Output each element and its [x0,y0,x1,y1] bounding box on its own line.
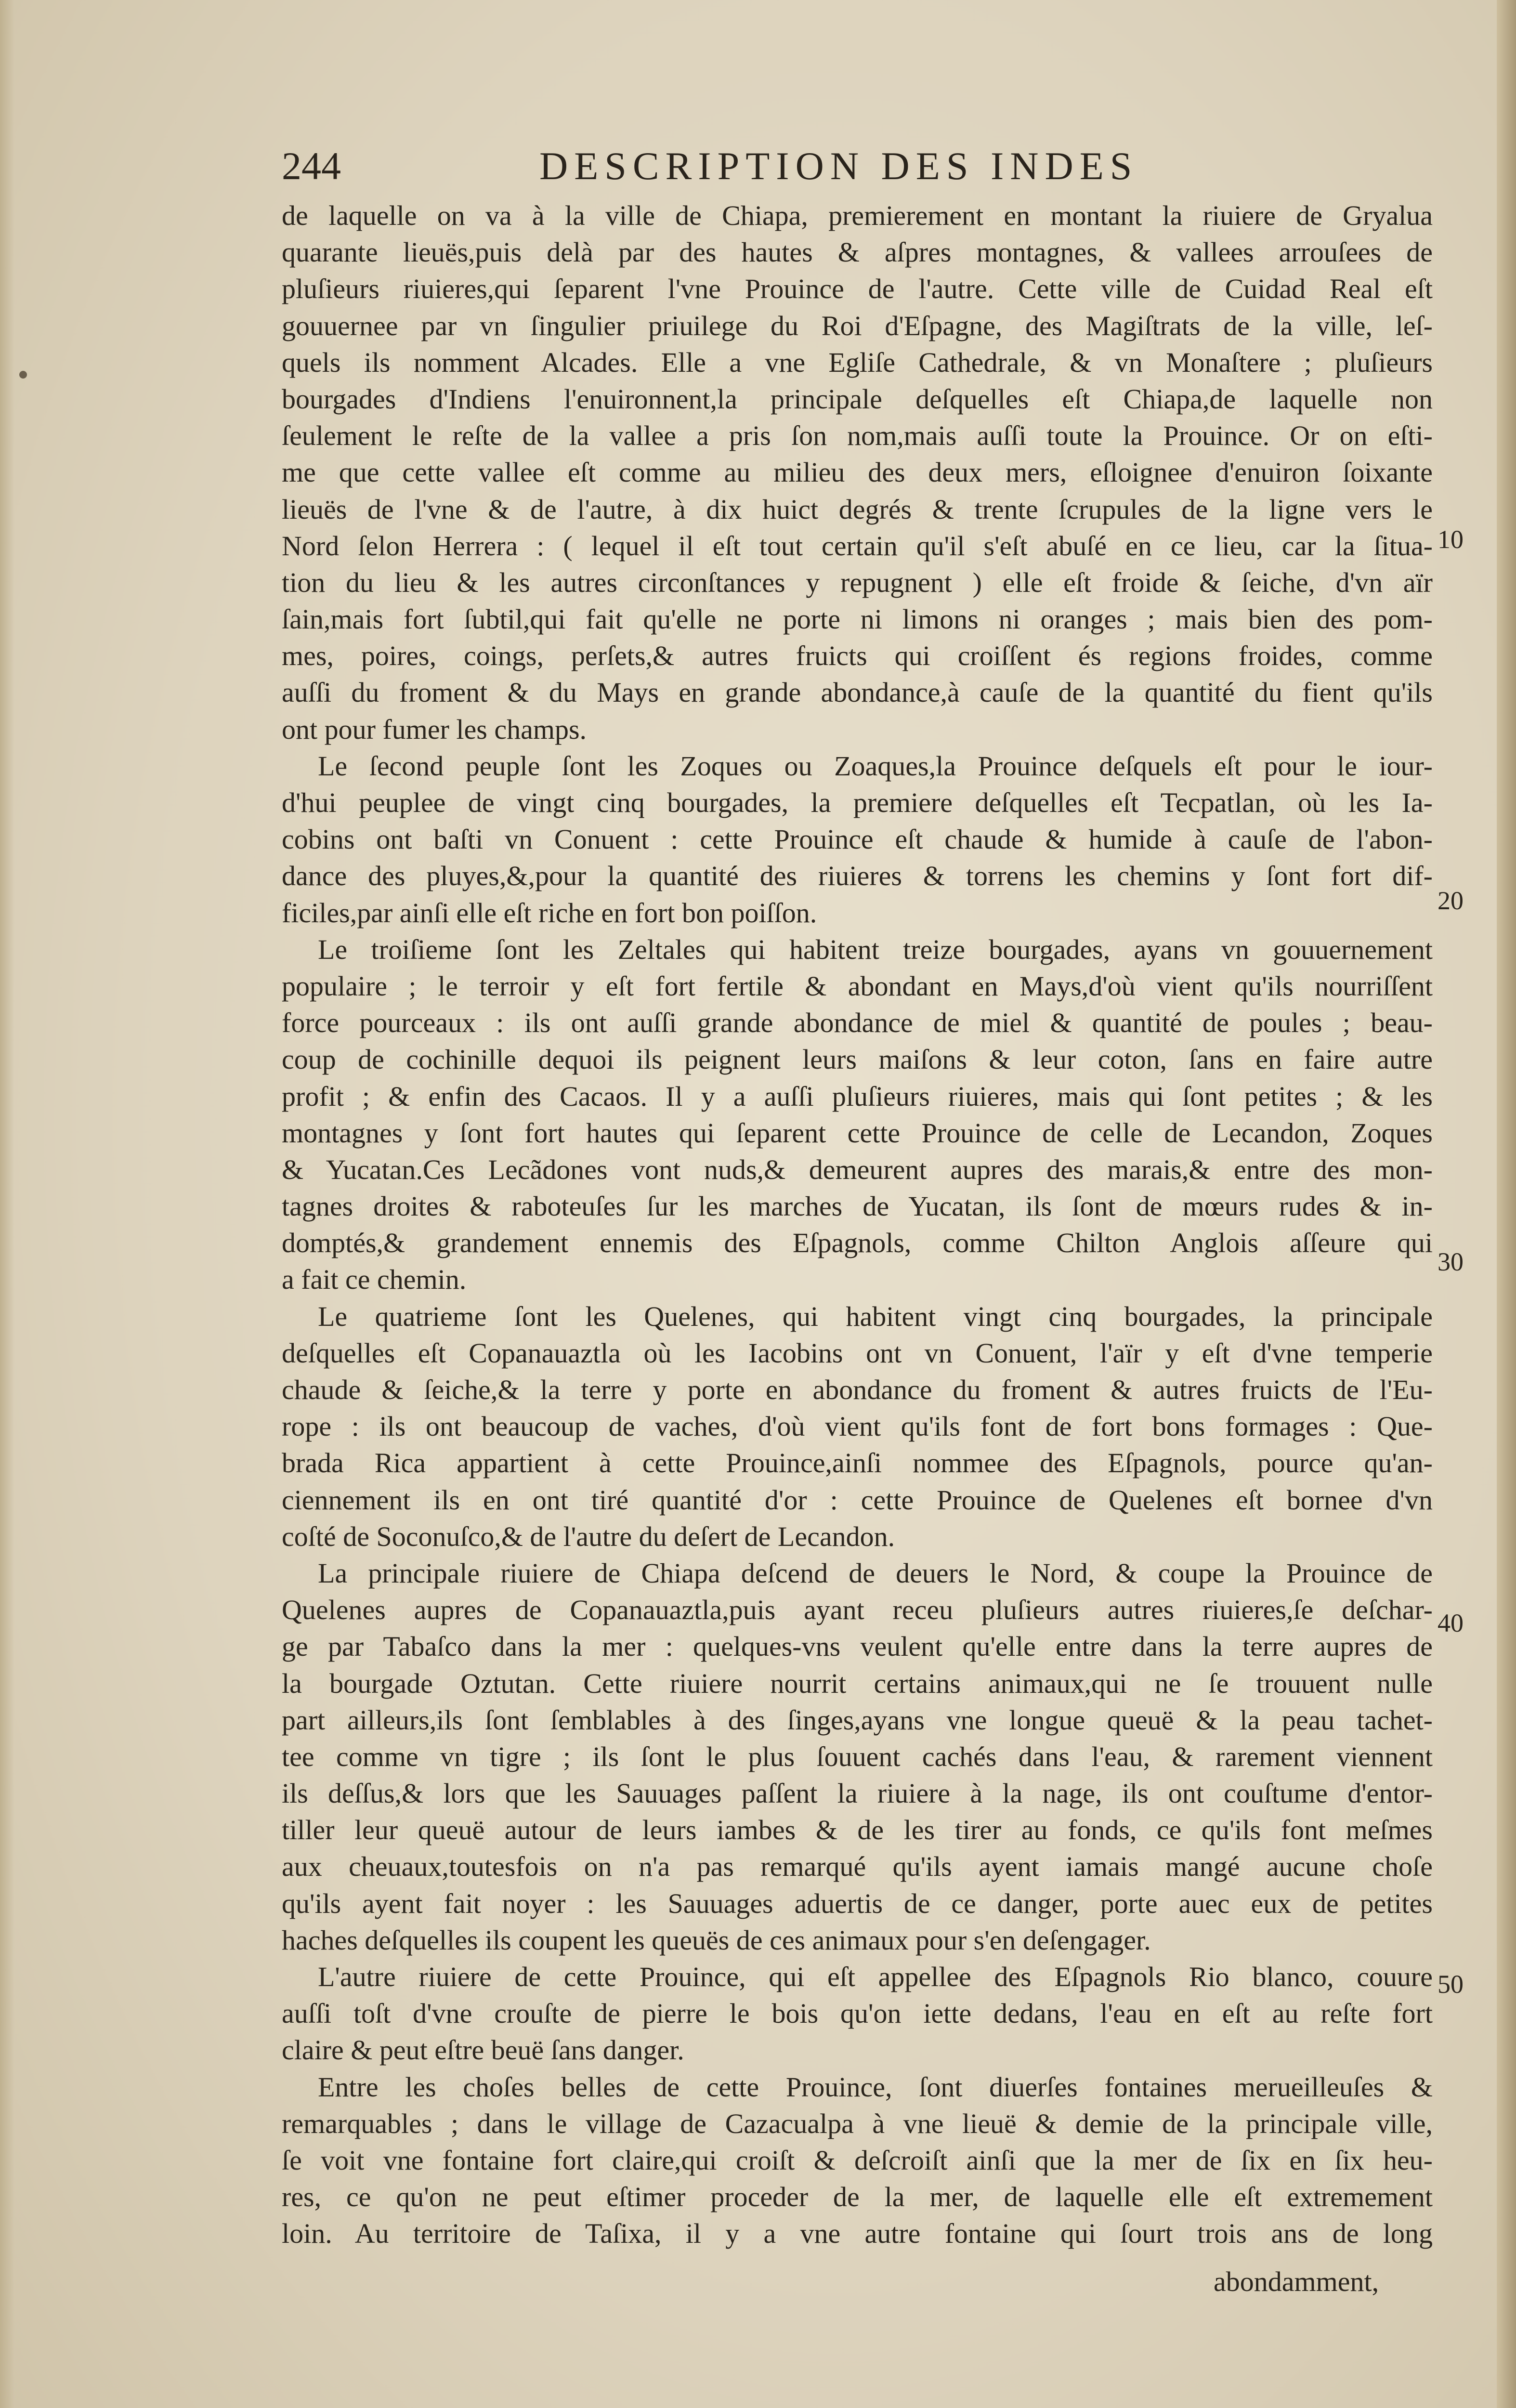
page-number: 244 [282,144,341,188]
text-line: tiller leur queuë autour de leurs iambes & de les tirer au fonds, ce qu'ils font meſmes [282,1814,1433,1846]
margin-line-number: 10 [1438,525,1464,554]
text-line: brada Rica appartient à cette Prouince,ainſi nommee des Eſpagnols, pource qu'an- [282,1447,1433,1479]
text-line: claire & peut eſtre beuë ſans danger. [282,2034,684,2066]
text-line: ils deſſus,& lors que les Sauuages paſſent la riuiere à la nage, ils ont couſtume d'entor- [282,1778,1433,1809]
text-line: remarquables ; dans le village de Cazacualpa à vne lieuë & demie de la principale ville, [282,2107,1433,2139]
text-line: d'hui peuplee de vingt cinq bourgades, la premiere deſquelles eſt Tecpatlan, où les Ia- [282,787,1433,818]
text-line: cobins ont baſti vn Conuent : cette Prouince eſt chaude & humide à cauſe de l'abon- [282,824,1433,855]
text-line: ge par Tabaſco dans la mer : quelques-vns veulent qu'elle entre dans la terre aupres de [282,1631,1433,1662]
text-line: L'autre riuiere de cette Prouince, qui eſt appellee des Eſpagnols Rio blanco, couure [318,1961,1433,1992]
text-line: Entre les choſes belles de cette Prouince, ſont diuerſes fontaines merueilleuſes & [318,2071,1433,2103]
text-line: ciennement ils en ont tiré quantité d'or : cette Prouince de Quelenes eſt bornee d'vn [282,1484,1433,1516]
text-line: chaude & ſeiche,& la terre y porte en abondance du froment & autres fruicts de l'Eu- [282,1374,1433,1405]
text-line: rope : ils ont beaucoup de vaches, d'où vient qu'ils font de fort bons formages : Que- [282,1411,1433,1442]
text-line: loin. Au territoire de Taſixa, il y a vne autre fontaine qui ſourt trois ans de long [282,2218,1433,2250]
catchword: abondamment, [1214,2266,1379,2297]
text-line: montagnes y ſont fort hautes qui ſeparent cette Prouince de celle de Lecandon, Zoques [282,1117,1433,1149]
text-line: la bourgade Oztutan. Cette riuiere nourrit certains animaux,qui ne ſe trouuent nulle [282,1667,1433,1699]
text-line: quels ils nomment Alcades. Elle a vne Egliſe Cathedrale, & vn Monaſtere ; pluſieurs [282,346,1433,378]
text-line: La principale riuiere de Chiapa deſcend de deuers le Nord, & coupe la Prouince de [318,1557,1433,1589]
text-line: force pourceaux : ils ont auſſi grande abondance de miel & quantité de poules ; beau- [282,1007,1433,1039]
text-line: mes, poires, coings, perſets,& autres fruicts qui croiſſent és regions froides, comme [282,640,1433,672]
text-line: Quelenes aupres de Copanauaztla,puis ayant receu pluſieurs autres riuieres,ſe deſchar- [282,1594,1433,1626]
text-line: dance des pluyes,&,pour la quantité des riuieres & torrens les chemins y ſont fort dif- [282,860,1433,892]
text-line: coſté de Soconuſco,& de l'autre du deſert de Lecandon. [282,1520,895,1552]
text-line: lieuës de l'vne & de l'autre, à dix huict degrés & trente ſcrupules de la ligne vers le [282,493,1433,525]
text-line: auſſi toſt d'vne crouſte de pierre le bois qu'on iette dedans, l'eau en eſt au reſte fort [282,1998,1433,2029]
text-line: Le troiſieme ſont les Zeltales qui habitent treize bourgades, ayans vn gouuernement [318,933,1433,965]
text-line: ont pour fumer les champs. [282,713,587,745]
text-line: populaire ; le terroir y eſt fort fertile & abondant en Mays,d'où vient qu'ils nourriſſent [282,970,1433,1002]
text-line: a fait ce chemin. [282,1264,467,1296]
body-text [282,197,1433,2252]
page-right-edge [1497,0,1516,2408]
text-line: coup de cochinille dequoi ils peignent leurs maiſons & leur coton, ſans en faire autre [282,1044,1433,1075]
text-line: aux cheuaux,toutesfois on n'a pas remarqué qu'ils ayent iamais mangé aucune choſe [282,1851,1433,1883]
text-line: me que cette vallee eſt comme au milieu des deux mers, eſloignee d'enuiron ſoixante [282,457,1433,488]
text-line: ſain,mais fort ſubtil,qui fait qu'elle ne porte ni limons ni oranges ; mais bien des pom- [282,603,1433,635]
text-line: de laquelle on va à la ville de Chiapa, premierement en montant la riuiere de Gryalua [282,200,1433,231]
margin-line-number: 30 [1438,1247,1464,1276]
text-line: tagnes droites & raboteuſes ſur les marches de Yucatan, ils ſont de mœurs rudes & in- [282,1191,1433,1222]
text-line: domptés,& grandement ennemis des Eſpagnols, comme Chilton Anglois aſſeure qui [282,1227,1433,1259]
text-line: tee comme vn tigre ; ils ſont le plus ſouuent cachés dans l'eau, & rarement viennent [282,1741,1433,1772]
text-line: & Yucatan.Ces Lecãdones vont nuds,& demeurent aupres des marais,& entre des mon- [282,1153,1433,1185]
text-line: auſſi du froment & du Mays en grande abondance,à cauſe de la quantité du fient qu'ils [282,677,1433,708]
text-line: res, ce qu'on ne peut eſtimer proceder de la mer, de laquelle elle eſt extremement [282,2181,1433,2213]
text-line: profit ; & enfin des Cacaos. Il y a auſſi pluſieurs riuieres, mais qui ſont petites ; & les [282,1080,1433,1112]
margin-line-number: 20 [1438,886,1464,915]
margin-line-number: 40 [1438,1609,1464,1637]
running-title: DESCRIPTION DES INDES [539,144,1138,188]
ink-spot [19,371,27,379]
text-line: part ailleurs,ils ſont ſemblables à des ſinges,ayans vne longue queuë & la peau tachet- [282,1704,1433,1736]
text-line: quarante lieuës,puis delà par des hautes & aſpres montagnes, & vallees arrouſees de [282,236,1433,268]
text-line: gouuernee par vn ſingulier priuilege du Roi d'Eſpagne, des Magiſtrats de la ville, leſ- [282,310,1433,341]
text-line: tion du lieu & les autres circonſtances y repugnent ) elle eſt froide & ſeiche, d'vn aïr [282,566,1433,598]
text-line: qu'ils ayent fait noyer : les Sauuages aduertis de ce danger, porte auec eux de petites [282,1887,1433,1919]
text-line: ſeulement le reſte de la vallee a pris ſon nom,mais auſſi toute la Prouince. Or on eſti- [282,420,1433,452]
text-line: ficiles,par ainſi elle eſt riche en fort bon poiſſon. [282,897,817,929]
margin-line-number: 50 [1438,1970,1464,1999]
text-line: Nord ſelon Herrera : ( lequel il eſt tout certain qu'il s'eſt abuſé en ce lieu, car la ſitua- [282,530,1433,562]
text-line: Le quatrieme ſont les Quelenes, qui habitent vingt cinq bourgades, la principale [318,1300,1433,1332]
text-line: bourgades d'Indiens l'enuironnent,la principale deſquelles eſt Chiapa,de laquelle non [282,383,1433,415]
page-left-shadow [0,0,14,2408]
running-head [282,140,1245,193]
text-line: haches deſquelles ils coupent les queuës de ces animaux pour s'en deſengager. [282,1924,1151,1956]
text-line: ſe voit vne fontaine fort claire,qui croiſt & deſcroiſt ainſi que la mer de ſix en ſix heu- [282,2144,1433,2176]
text-line: deſquelles eſt Copanauaztla où les Iacobins ont vn Conuent, l'aïr y eſt d'vne temperie [282,1337,1433,1369]
text-line: Le ſecond peuple ſont les Zoques ou Zoaques,la Prouince deſquels eſt pour le iour- [318,750,1433,782]
text-line: pluſieurs riuieres,qui ſeparent l'vne Prouince de l'autre. Cette ville de Cuidad Real eſt [282,273,1433,305]
